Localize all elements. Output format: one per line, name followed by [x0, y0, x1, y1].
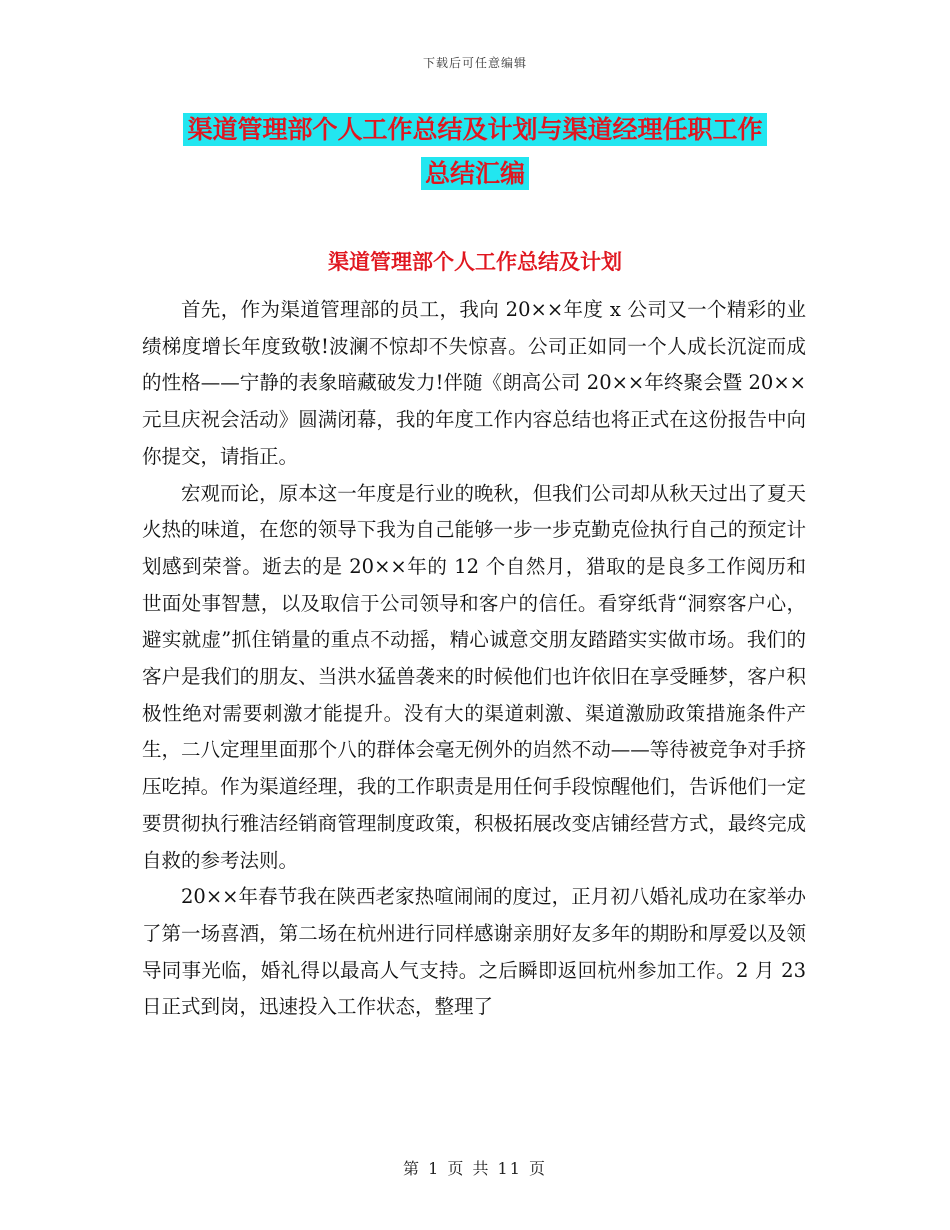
page-header-note: 下载后可任意编辑 — [422, 56, 527, 70]
page-number-footer: 第 1 页 共 11 页 — [403, 1159, 547, 1178]
document-title — [0, 108, 950, 196]
paragraph-1: 首先，作为渠道管理部的员工，我向 20××年度 x 公司又一个精彩的业绩梯度增长年度致敬!波澜不惊却不失惊喜。公司正如同一个人成长沉淀而成的性格——宁静的表象暗藏破发力!伴随《朗高公司 20××年终聚会暨 20××元旦庆祝会活动》圆满闭幕，我的年度工作内容总结也将正式在这份报告中向你提交，请指正。 — [142, 298, 806, 468]
document-title-line-1: 渠道管理部个人工作总结及计划与渠道经理任职工作 — [183, 113, 766, 146]
paragraph-3: 20××年春节我在陕西老家热喧闹闹的度过，正月初八婚礼成功在家举办了第一场喜酒，第二场在杭州进行同样感谢亲朋好友多年的期盼和厚爱以及领导同事光临，婚礼得以最高人气支持。之后瞬即返回杭州参加工作。2 月 23 日正式到岗，迅速投入工作状态，整理了 — [142, 885, 806, 1019]
section-heading: 渠道管理部个人工作总结及计划 — [328, 250, 622, 274]
document-title-line-2: 总结汇编 — [421, 157, 529, 190]
paragraph-2: 宏观而论，原本这一年度是行业的晚秋，但我们公司却从秋天过出了夏天火热的味道，在您的领导下我为自己能够一步一步克勤克俭执行自己的预定计划感到荣誉。逝去的是 20××年的 12 个自然月，猎取的是良多工作阅历和世面处事智慧，以及取信于公司领导和客户的信任。看穿纸背“洞察客户心，避实就虚”抓住销量的重点不动摇，精心诚意交朋友踏踏实实做市场。我们的客户是我们的朋友、当洪水猛兽袭来的时候他们也许依旧在享受睡梦，客户积极性绝对需要刺激才能提升。没有大的渠道刺激、渠道激励政策措施条件产生，二八定理里面那个八的群体会毫无例外的岿然不动——等待被竞争对手挤压吃掉。作为渠道经理，我的工作职责是用任何手段惊醒他们，告诉他们一定要贯彻执行雅洁经销商管理制度政策，积极拓展改变店铺经营方式，最终完成自救的参考法则。 — [142, 481, 806, 872]
document-body — [142, 292, 806, 1026]
